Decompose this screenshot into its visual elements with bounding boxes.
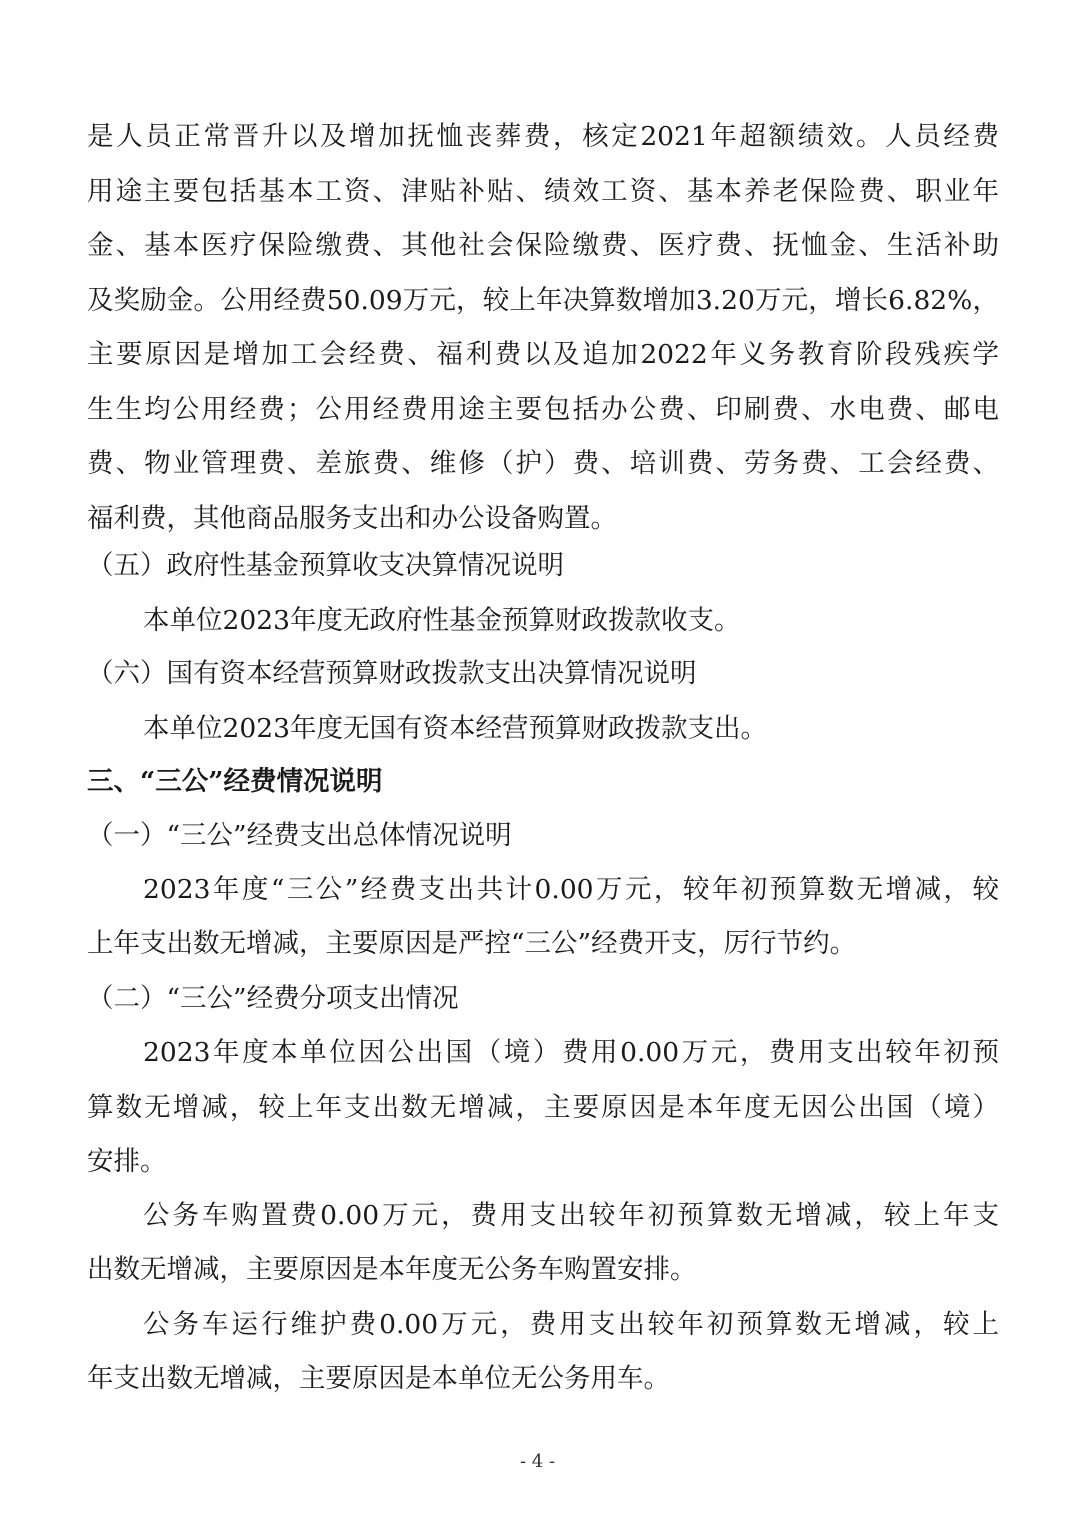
body-text-line: 及奖励金。公用经费50.09万元，较上年决算数增加3.20万元，增长6.82%， xyxy=(87,285,999,316)
chapter-heading-3: 三、“三公”经费情况说明 xyxy=(87,766,383,797)
subsection-heading-1: （一）“三公”经费支出总体情况说明 xyxy=(87,820,512,851)
body-text-line: 2023年度“三公”经费支出共计0.00万元，较年初预算数无增减，较 xyxy=(143,874,999,905)
body-text-line: 本单位2023年度无政府性基金预算财政拨款收支。 xyxy=(143,605,741,636)
page-number: - 4 - xyxy=(519,1451,556,1472)
body-text-line: 是人员正常晋升以及增加抚恤丧葬费，核定2021年超额绩效。人员经费 xyxy=(87,121,999,152)
body-text-line: 2023年度本单位因公出国（境）费用0.00万元，费用支出较年初预 xyxy=(143,1037,999,1068)
body-text-line: 用途主要包括基本工资、津贴补贴、绩效工资、基本养老保险费、职业年 xyxy=(87,176,999,207)
body-text-line: 公务车购置费0.00万元，费用支出较年初预算数无增减，较上年支 xyxy=(143,1200,999,1231)
body-text-line: 出数无增减，主要原因是本年度无公务车购置安排。 xyxy=(87,1254,697,1285)
body-text-line: 安排。 xyxy=(87,1146,167,1177)
body-text-line: 算数无增减，较上年支出数无增减，主要原因是本年度无因公出国（境） xyxy=(87,1092,999,1123)
subsection-heading-2: （二）“三公”经费分项支出情况 xyxy=(87,983,459,1014)
body-text-line: 本单位2023年度无国有资本经营预算财政拨款支出。 xyxy=(143,713,767,744)
body-text-line: 费、物业管理费、差旅费、维修（护）费、培训费、劳务费、工会经费、 xyxy=(87,448,999,479)
section-heading-6: （六）国有资本经营预算财政拨款支出决算情况说明 xyxy=(87,658,697,689)
body-text-line: 主要原因是增加工会经费、福利费以及追加2022年义务教育阶段残疾学 xyxy=(87,339,999,370)
body-text-line: 金、基本医疗保险缴费、其他社会保险缴费、医疗费、抚恤金、生活补助 xyxy=(87,230,999,261)
body-text-line: 年支出数无增减，主要原因是本单位无公务用车。 xyxy=(87,1363,670,1394)
body-text-line: 福利费，其他商品服务支出和办公设备购置。 xyxy=(87,503,617,534)
body-text-line: 上年支出数无增减，主要原因是严控“三公”经费开支，厉行节约。 xyxy=(87,928,857,959)
body-text-line: 生生均公用经费；公用经费用途主要包括办公费、印刷费、水电费、邮电 xyxy=(87,394,999,425)
section-heading-5: （五）政府性基金预算收支决算情况说明 xyxy=(87,550,564,581)
body-text-line: 公务车运行维护费0.00万元，费用支出较年初预算数无增减，较上 xyxy=(143,1309,999,1340)
